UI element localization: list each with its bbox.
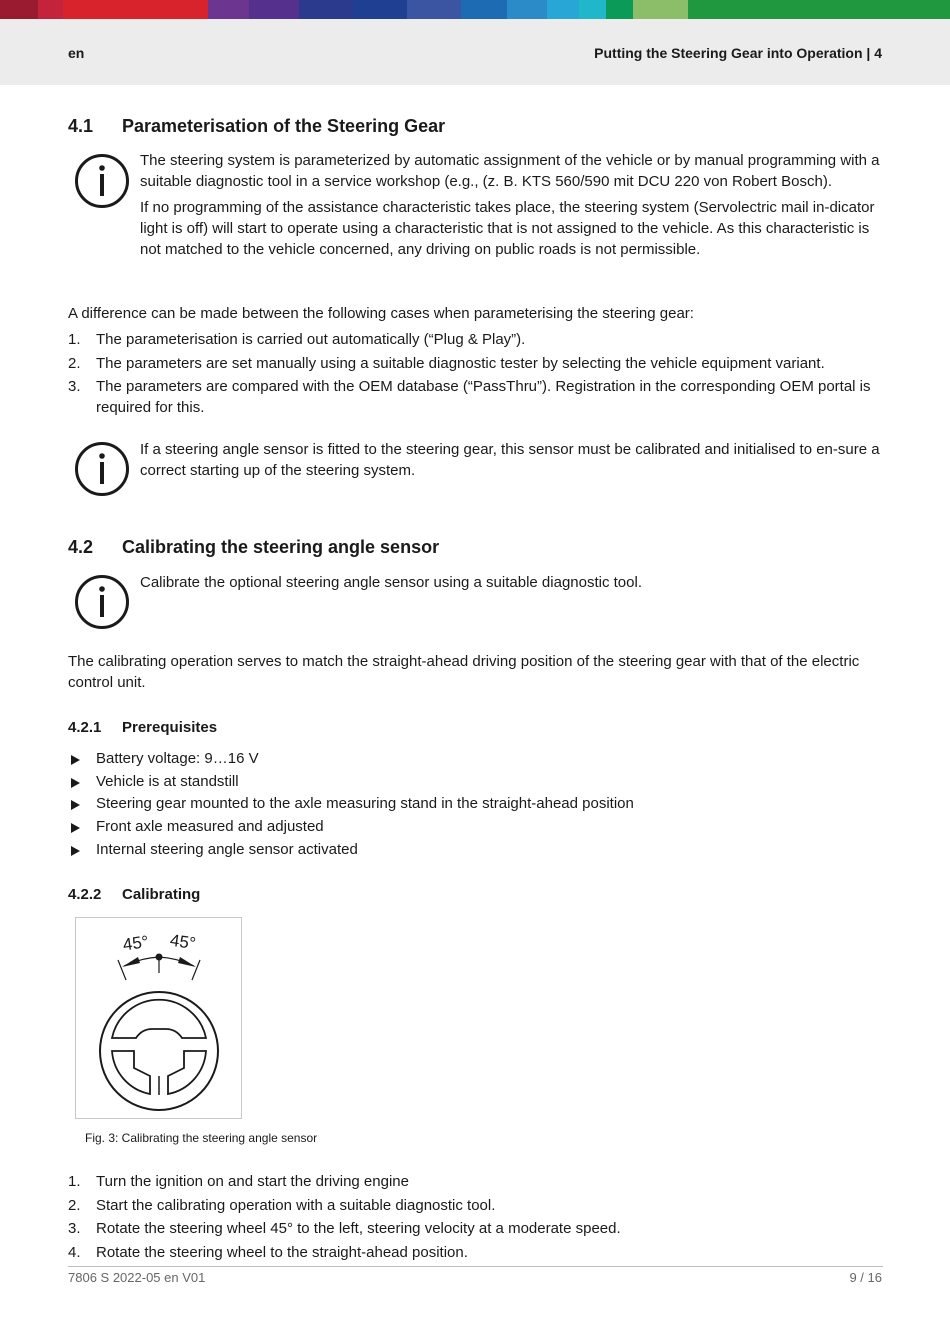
section-title: Calibrating: [122, 886, 201, 903]
info-icon: [74, 574, 130, 630]
list-item: Battery voltage: 9…16 V: [68, 748, 883, 771]
color-band-segment: [38, 0, 63, 19]
list-item: 3. The parameters are compared with the OEM database (“PassThru”). Registration in the corresponding OEM portal is required for this.: [68, 378, 871, 416]
steering-wheel-diagram: [76, 918, 241, 1118]
list-item: 4. Rotate the steering wheel to the straight-ahead position.: [68, 1243, 468, 1261]
color-band-segment: [579, 0, 606, 19]
list-item: Internal steering angle sensor activated: [68, 839, 883, 862]
list-item: 2. The parameters are set manually using a suitable diagnostic tester by selecting the vehicle equipment variant.: [68, 354, 825, 372]
section-heading-4-2: [68, 537, 439, 558]
bullet-triangle-icon: [71, 823, 80, 833]
list-item: Steering gear mounted to the axle measuring stand in the straight-ahead position: [68, 793, 883, 816]
info-icon: [74, 153, 130, 209]
section-number: 4.2.2: [68, 886, 102, 903]
list-item: Vehicle is at standstill: [68, 771, 883, 794]
note-paragraph: The steering system is parameterized by automatic assignment of the vehicle or by manual programming with a suitable diagnostic tool in a service workshop (e.g., (z. B. KTS 560/590 mit DCU 220 von Robert Bosch).: [140, 152, 880, 190]
prerequisites-list: [68, 748, 883, 862]
angle-label-right: 45°: [168, 930, 197, 954]
language-code: en: [68, 45, 85, 61]
steering-wheel-figure: [75, 917, 242, 1119]
color-band-segment: [633, 0, 687, 19]
note-paragraph: Calibrate the optional steering angle sensor using a suitable diagnostic tool.: [140, 574, 642, 591]
color-band-segment: [104, 0, 208, 19]
color-band: [0, 0, 950, 19]
subsection-heading-4-2-2: [68, 886, 200, 903]
figure-caption: Fig. 3: Calibrating the steering angle sensor: [85, 1131, 318, 1145]
color-band-segment: [547, 0, 579, 19]
section-title: Calibrating the steering angle sensor: [122, 537, 440, 557]
note-paragraph: If a steering angle sensor is fitted to the steering gear, this sensor must be calibrated and initialised to en-sure a correct starting up of the steering system.: [140, 441, 880, 479]
bullet-triangle-icon: [71, 755, 80, 765]
bullet-triangle-icon: [71, 846, 80, 856]
paragraph: The calibrating operation serves to match the straight-ahead driving position of the steering gear with that of the electric control unit.: [68, 653, 860, 691]
header-title: Putting the Steering Gear into Operation | 4: [594, 45, 882, 61]
color-band-segment: [353, 0, 407, 19]
footer-divider: [68, 1266, 883, 1267]
cases-intro: A difference can be made between the following cases when parameterising the steering gear:: [68, 305, 694, 322]
list-item: 1. Turn the ignition on and start the driving engine: [68, 1173, 409, 1190]
color-band-segment: [461, 0, 506, 19]
color-band-segment: [249, 0, 299, 19]
section-number: 4.1: [68, 116, 94, 136]
note-paragraph: If no programming of the assistance characteristic takes place, the steering system (Servolectric mail in-dicator light is off) will start to operate using a characteristic that is not assigned to the vehicle. As this characteristic is not matched to the vehicle concerned, any driving on public roads is not permissible.: [140, 199, 875, 258]
document-id: 7806 S 2022-05 en V01: [68, 1270, 206, 1285]
color-band-segment: [299, 0, 353, 19]
color-band-segment: [606, 0, 633, 19]
cases-list: [68, 329, 883, 421]
list-item: 3. Rotate the steering wheel 45° to the left, steering velocity at a moderate speed.: [68, 1220, 621, 1237]
list-item: 1. The parameterisation is carried out automatically (“Plug & Play”).: [68, 331, 526, 348]
color-band-segment: [0, 0, 38, 19]
color-band-segment: [63, 0, 104, 19]
color-band-segment: [407, 0, 461, 19]
page-number: 9 / 16: [849, 1270, 882, 1285]
info-icon: [74, 441, 130, 497]
info-note: [140, 439, 885, 486]
section-number: 4.2: [68, 537, 94, 557]
subsection-heading-4-2-1: [68, 719, 217, 736]
angle-label-left: 45°: [121, 932, 150, 955]
color-band-segment: [507, 0, 548, 19]
bullet-triangle-icon: [71, 800, 80, 810]
section-heading-4-1: [68, 116, 445, 137]
info-note: [140, 150, 885, 265]
color-band-segment: [688, 0, 950, 19]
bullet-triangle-icon: [71, 778, 80, 788]
page-header: [0, 19, 950, 85]
section-title: Parameterisation of the Steering Gear: [122, 116, 446, 136]
calibration-steps-list: [68, 1171, 883, 1265]
section-number: 4.2.1: [68, 719, 102, 736]
color-band-segment: [208, 0, 249, 19]
info-note: [140, 572, 885, 598]
list-item: 2. Start the calibrating operation with a suitable diagnostic tool.: [68, 1196, 496, 1214]
section-title: Prerequisites: [122, 719, 218, 736]
list-item: Front axle measured and adjusted: [68, 816, 883, 839]
